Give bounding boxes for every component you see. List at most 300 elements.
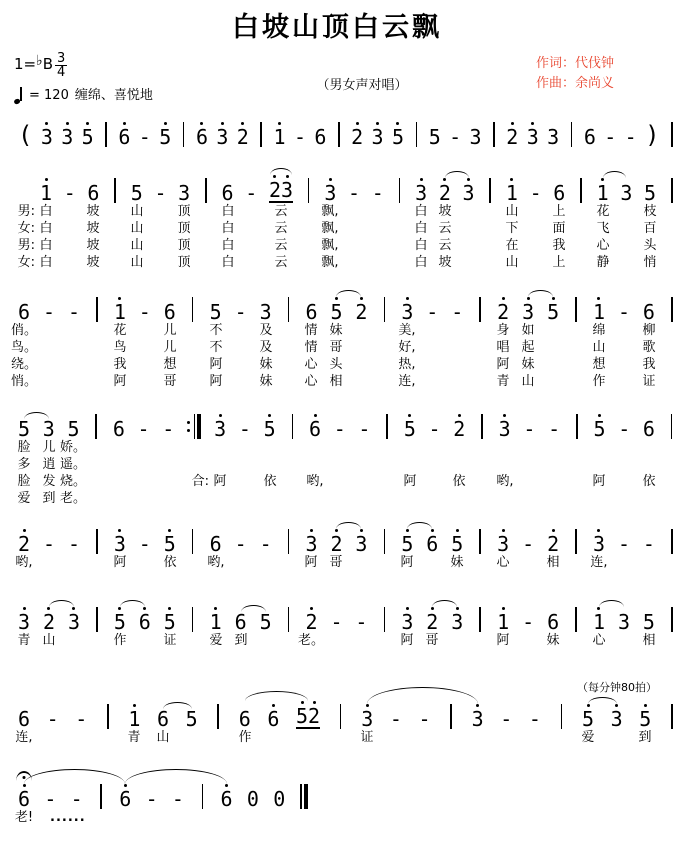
lyric-syllable: 阿 <box>113 555 127 570</box>
note-digit <box>309 414 321 439</box>
dash-note: - <box>70 787 83 811</box>
note-digits <box>82 122 94 147</box>
note <box>18 709 30 729</box>
flat-icon: ♭ <box>36 53 43 69</box>
note-digit <box>18 419 30 439</box>
note-number: 3 <box>371 125 384 149</box>
dash-note: - <box>171 787 184 811</box>
lyric-syllable: 到 <box>638 730 652 745</box>
note <box>506 178 518 203</box>
note <box>247 789 259 809</box>
note <box>235 612 247 632</box>
note-digits <box>41 122 53 147</box>
lyric-syllable: 唱 <box>496 340 510 355</box>
dash-note: - <box>67 300 80 324</box>
lyric-syllable: 脸 <box>17 474 31 489</box>
note-number: 6 <box>553 181 566 205</box>
note-number: 5 <box>296 704 309 728</box>
note-digits <box>296 701 320 729</box>
note <box>401 297 413 322</box>
note <box>18 529 30 554</box>
note <box>273 789 285 809</box>
lyric-row <box>18 632 674 649</box>
lyric-syllable: 坡 <box>438 204 452 219</box>
note-number: 2 <box>236 125 249 149</box>
dash-note: - <box>624 125 637 149</box>
note-number: 5 <box>263 417 276 441</box>
note-digits <box>164 302 176 322</box>
lyric-row <box>18 439 674 456</box>
note-number: 2 <box>351 125 364 149</box>
barline-glyph <box>192 607 194 632</box>
note-number: 5 <box>81 125 94 149</box>
note-digits <box>401 529 413 554</box>
lyric-syllable: 哥 <box>425 633 439 648</box>
voice-label: 女: <box>17 221 35 236</box>
barline-glyph <box>399 178 401 203</box>
note-digit <box>639 704 651 729</box>
dash-note: - <box>617 300 630 324</box>
lyric-syllable: 山 <box>130 204 144 219</box>
lyric-syllable: 烧。 <box>59 474 87 489</box>
note-digits <box>553 183 565 203</box>
note-number: 1 <box>592 610 606 634</box>
note-digits <box>547 529 559 554</box>
note-number: 3 <box>469 125 482 149</box>
note-digit <box>643 419 655 439</box>
score-line <box>18 595 674 649</box>
note <box>547 297 559 322</box>
barline <box>476 529 484 554</box>
lyric-syllable: 上 <box>552 204 566 219</box>
note <box>584 127 596 147</box>
note-number: 2 <box>305 610 318 634</box>
lyric-syllable: 想 <box>163 357 177 372</box>
note <box>159 122 171 147</box>
note-digits <box>131 183 143 203</box>
note-digits <box>18 302 30 322</box>
barline-glyph <box>671 607 673 632</box>
note <box>547 612 559 632</box>
barline-glyph <box>671 414 673 439</box>
lyric-syllable: 脸 <box>17 440 31 455</box>
lyric-syllable: 儿 <box>163 323 177 338</box>
note-digit <box>643 302 655 322</box>
tempo-value: = 120 <box>29 88 69 103</box>
note-digits <box>372 122 384 147</box>
slur <box>163 702 192 709</box>
lyric-syllable: 作 <box>113 633 127 648</box>
note-digit <box>260 612 272 632</box>
note-digit <box>221 784 233 809</box>
lyric-syllable: 阿 <box>113 374 127 389</box>
note <box>113 419 125 439</box>
barline-glyph <box>260 122 262 147</box>
score-line <box>18 163 674 271</box>
voice-label: 男: <box>17 204 35 219</box>
note-digits <box>426 529 438 554</box>
note-digits <box>309 414 321 439</box>
note-digits <box>210 534 222 554</box>
parenthesis: ) <box>645 121 660 149</box>
score <box>8 116 666 826</box>
lyric-syllable: 坡 <box>86 204 100 219</box>
note-digits <box>68 607 80 632</box>
note-number: 5 <box>403 417 416 441</box>
note-digit <box>582 704 594 729</box>
note-digit <box>426 607 438 632</box>
note-digits <box>547 612 559 632</box>
lyric-syllable: 情 <box>304 323 318 338</box>
note-digits <box>593 607 605 632</box>
note-digit <box>269 175 281 200</box>
barline-glyph <box>580 178 582 203</box>
note-number: 3 <box>40 125 53 149</box>
score-line <box>18 402 674 507</box>
note-digit <box>506 122 518 147</box>
note-digit <box>593 529 605 554</box>
lyric-syllable: 相 <box>642 633 656 648</box>
note-number: 6 <box>547 610 560 634</box>
note-digit <box>43 419 55 439</box>
barline <box>337 704 345 729</box>
note-number: 6 <box>118 125 131 149</box>
note-digits <box>305 607 317 632</box>
note-number: 2 <box>18 532 31 556</box>
note-digit <box>139 607 151 632</box>
note-digit <box>18 529 30 554</box>
note-digits <box>527 122 539 147</box>
note-digit <box>453 414 465 439</box>
lyric-row <box>15 554 674 571</box>
note-number: 6 <box>234 610 247 634</box>
note-digits <box>214 414 226 439</box>
lyric-syllable: 心 <box>304 374 318 389</box>
lyric-syllable: 及 <box>259 340 273 355</box>
lyric-syllable: 娇。 <box>59 440 87 455</box>
note-digit <box>41 122 53 147</box>
note-digit <box>40 178 52 203</box>
lyric-syllable: 飘, <box>321 221 339 236</box>
barline-glyph <box>671 297 673 322</box>
lyric-syllable: 妹 <box>329 323 343 338</box>
lyric-syllable: 爱 <box>209 633 223 648</box>
note <box>267 704 279 729</box>
barline-glyph <box>288 607 290 632</box>
lyric-syllable: 山 <box>42 633 56 648</box>
note-number: 3 <box>67 610 80 634</box>
note-digits <box>593 529 605 554</box>
note <box>41 122 53 147</box>
note-number: 3 <box>401 610 414 634</box>
barline-glyph <box>384 529 386 554</box>
lyric-row <box>18 237 674 254</box>
note-digit <box>164 607 176 632</box>
voice-label: 男: <box>17 238 35 253</box>
lyric-syllable: 静 <box>596 255 610 270</box>
barline <box>572 529 580 554</box>
note-number: 6 <box>18 300 31 324</box>
dash-note: - <box>348 181 361 205</box>
note-digits <box>186 709 198 729</box>
note <box>18 302 30 322</box>
lyric-syllable: 下 <box>505 221 519 236</box>
note-digit <box>18 302 30 322</box>
note-digits <box>269 175 293 203</box>
barline <box>568 122 576 147</box>
note-number: 3 <box>498 417 511 441</box>
note <box>463 178 475 203</box>
barline <box>93 529 101 554</box>
lyric-syllable: 俏。 <box>10 323 38 338</box>
lyric-syllable: 我 <box>552 238 566 253</box>
note-number: 6 <box>138 610 151 634</box>
barline-glyph <box>308 178 310 203</box>
barline-glyph <box>340 704 342 729</box>
note-number: 6 <box>308 417 322 441</box>
notes-row <box>18 163 674 203</box>
lyric-syllable: 爱 <box>17 491 31 506</box>
note-digits <box>216 122 228 147</box>
barline <box>305 178 313 203</box>
dash-note: - <box>523 417 536 441</box>
lyric-syllable: 飘, <box>321 238 339 253</box>
note <box>269 175 293 203</box>
note-digit <box>451 607 463 632</box>
note-digit <box>114 529 126 554</box>
note-digit <box>305 529 317 554</box>
lyric-syllable: 不 <box>209 323 223 338</box>
note-digits <box>584 127 596 147</box>
note-number: 6 <box>112 417 125 441</box>
note-number: 6 <box>119 787 132 811</box>
lyric-syllable: 白 <box>414 204 428 219</box>
barline-glyph <box>105 122 107 147</box>
barline-glyph <box>571 122 573 147</box>
barline <box>189 297 197 322</box>
note <box>61 122 73 147</box>
lyric-syllable: 枝 <box>643 204 657 219</box>
note-digits <box>593 414 605 439</box>
note-digit <box>305 302 317 322</box>
note <box>114 607 126 632</box>
note <box>214 414 226 439</box>
lyric-syllable: 儿 <box>163 340 177 355</box>
lyric-syllable: 白 <box>414 238 428 253</box>
barline <box>668 704 674 729</box>
note-digit <box>547 127 559 147</box>
note <box>210 302 222 322</box>
lyric-syllable: 山 <box>130 255 144 270</box>
note <box>470 127 482 147</box>
dash-note: - <box>418 707 431 731</box>
barline-glyph <box>192 297 194 322</box>
note-number: 5 <box>67 417 80 441</box>
lyric-syllable: 老。 <box>297 633 325 648</box>
lyric-row <box>14 809 308 826</box>
note-number: 2 <box>330 532 343 556</box>
note-number: 6 <box>195 125 209 149</box>
slur <box>603 171 626 178</box>
barline-glyph <box>384 607 386 632</box>
barline <box>285 607 293 632</box>
note-number: 3 <box>113 532 126 556</box>
lyric-syllable: 山 <box>130 221 144 236</box>
lyric-syllable: 云 <box>438 221 452 236</box>
note-digit <box>415 178 427 203</box>
lyric-row <box>18 203 674 220</box>
lyric-syllable: 阿 <box>304 555 318 570</box>
note-digit <box>18 784 30 809</box>
note-digit <box>451 529 463 554</box>
barline <box>572 297 580 322</box>
lyric-syllable: 如 <box>521 323 535 338</box>
lyric-syllable: 妹 <box>546 633 560 648</box>
note-number: 3 <box>361 707 374 731</box>
note-digit <box>237 122 249 147</box>
note-number: 5 <box>209 300 222 324</box>
barline-glyph <box>493 122 495 147</box>
dash-note: - <box>293 125 306 149</box>
lyric-syllable: 顶 <box>177 221 191 236</box>
dash-note: - <box>428 417 441 441</box>
note <box>582 704 594 729</box>
note-digits <box>463 178 475 203</box>
barline <box>478 414 486 439</box>
lyric-syllable: 青 <box>496 374 510 389</box>
slur <box>24 412 49 419</box>
note <box>355 529 367 554</box>
note-digit <box>330 529 342 554</box>
note-digits <box>597 178 609 203</box>
dash-note: - <box>358 417 371 441</box>
note-digits <box>305 529 317 554</box>
note-digits <box>260 612 272 632</box>
barline-glyph <box>671 178 673 203</box>
lyric-syllable: 白 <box>414 221 428 236</box>
tempo-annotation: （每分钟80拍） <box>577 681 657 694</box>
note-digits <box>429 127 441 147</box>
lyric-syllable: 逍 <box>42 457 56 472</box>
note-digit <box>593 607 605 632</box>
note-digits <box>235 612 247 632</box>
barline-glyph <box>481 414 483 439</box>
note-digit <box>401 529 413 554</box>
barline <box>668 178 674 203</box>
lyric-syllable: 白 <box>221 238 235 253</box>
note-digit <box>61 122 73 147</box>
lyric-syllable: 证 <box>360 730 374 745</box>
lyric-syllable: 阿 <box>400 555 414 570</box>
song-title: 白坡山顶白云飘 <box>232 12 442 43</box>
note-digits <box>644 183 656 203</box>
barline-glyph <box>217 704 219 729</box>
dot <box>187 421 190 424</box>
note-digit <box>119 784 131 809</box>
note-number: 3 <box>305 532 318 556</box>
note-digit <box>355 297 367 322</box>
note-digit <box>260 302 272 322</box>
note-digits <box>497 297 509 322</box>
lyric-syllable: 云 <box>274 238 288 253</box>
note <box>643 612 655 632</box>
lyric-syllable: 悄。 <box>10 374 38 389</box>
quarter-note-icon <box>14 86 23 103</box>
note-digits <box>118 122 130 147</box>
note-digits <box>260 302 272 322</box>
note-digits <box>361 704 373 729</box>
note-digit <box>113 419 125 439</box>
note-number: 3 <box>415 181 428 205</box>
lyric-syllable: 心 <box>304 357 318 372</box>
note-number: 6 <box>157 707 170 731</box>
barline-glyph <box>479 607 481 632</box>
lyric-syllable: 证 <box>642 374 656 389</box>
note-digits <box>157 709 169 729</box>
note-digits <box>426 607 438 632</box>
note-digit <box>267 704 279 729</box>
note-number: 3 <box>324 181 337 205</box>
note-digit <box>463 178 475 203</box>
lyric-syllable: 阿 <box>209 357 223 372</box>
note-number: 5 <box>644 181 657 205</box>
lyric-syllable: 上 <box>552 255 566 270</box>
barline <box>285 297 293 322</box>
note-digits <box>128 704 140 729</box>
note <box>453 414 465 439</box>
note-digits <box>639 704 651 729</box>
slur <box>599 600 624 607</box>
note-digits <box>643 612 655 632</box>
note-number: 3 <box>462 181 475 205</box>
lyric-syllable: 哟, <box>15 555 33 570</box>
note <box>451 607 463 632</box>
note-digit <box>584 127 596 147</box>
note-digits <box>451 607 463 632</box>
note-digits <box>114 297 126 322</box>
slur <box>49 600 74 607</box>
slur <box>432 600 457 607</box>
note <box>611 704 623 729</box>
note-number: 3 <box>451 610 464 634</box>
note-digit <box>68 607 80 632</box>
note-digits <box>401 297 413 322</box>
note-digits <box>114 607 126 632</box>
note <box>309 414 321 439</box>
note-digits <box>305 302 317 322</box>
note-number: 3 <box>617 610 630 634</box>
note-digit <box>222 183 234 203</box>
dash-note: - <box>162 417 175 441</box>
note-digits <box>547 127 559 147</box>
note-digits <box>247 789 259 809</box>
lyric-syllable: 花 <box>596 204 610 219</box>
lyric-syllable: 白 <box>221 221 235 236</box>
note-number: 5 <box>163 610 176 634</box>
barline <box>97 784 105 809</box>
note <box>131 183 143 203</box>
lyric-syllable: 阿 <box>496 357 510 372</box>
note <box>553 183 565 203</box>
lyric-syllable: 白 <box>39 255 53 270</box>
dash-note: - <box>333 417 346 441</box>
note-digit <box>620 183 632 203</box>
barline-glyph <box>489 178 491 203</box>
thick-bar <box>304 784 308 809</box>
barline-glyph <box>575 529 577 554</box>
lyric-syllable: 妹 <box>259 357 273 372</box>
lyric-syllable: 白 <box>39 238 53 253</box>
